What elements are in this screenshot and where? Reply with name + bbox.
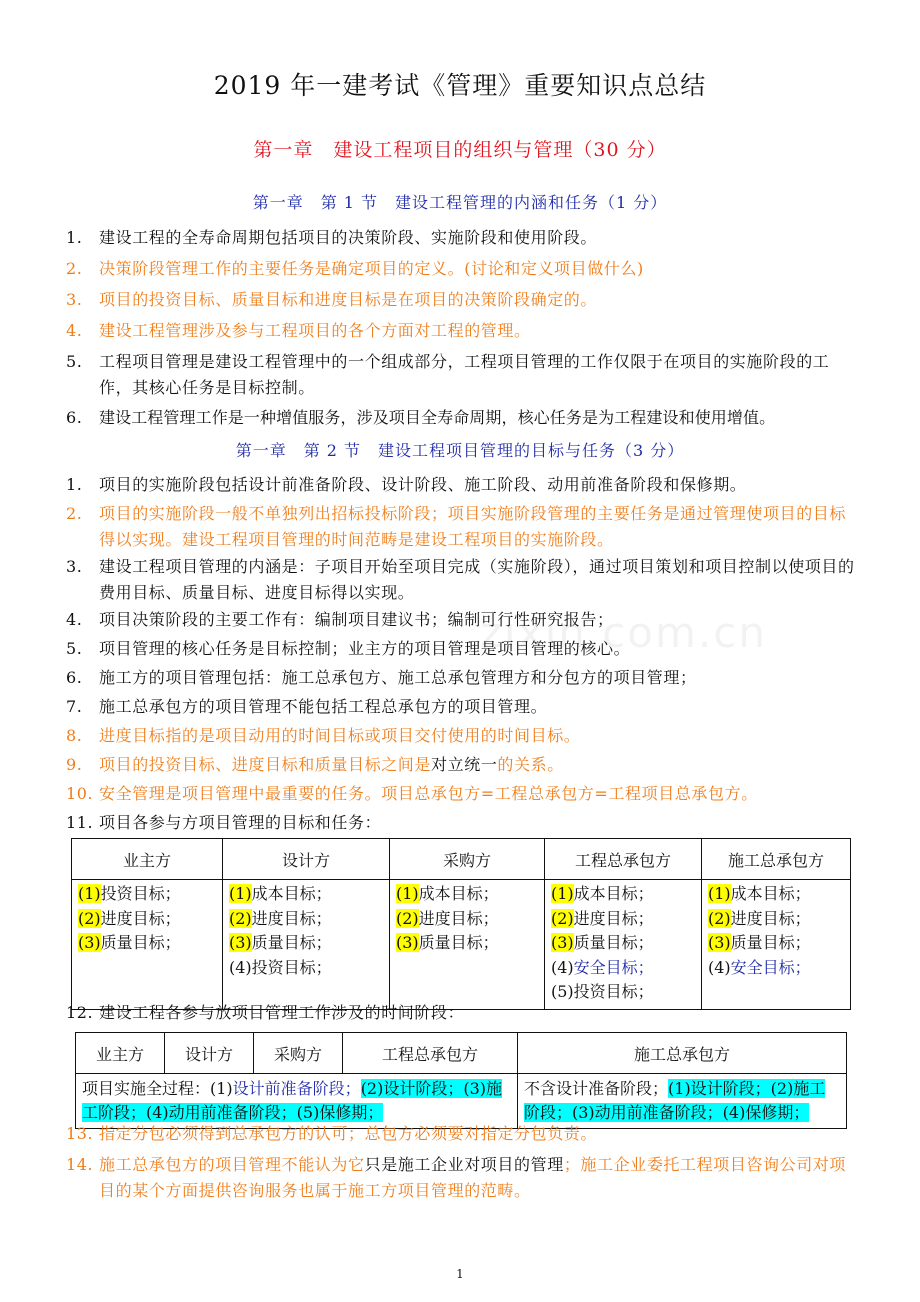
item-text: 建设工程项目管理的内涵是：子项目开始至项目完成（实施阶段），通过项目策划和项目控制以使项目的费用目标、质量目标、进度目标得以实现。 [99, 557, 855, 602]
item-text: 建设工程的全寿命周期包括项目的决策阶段、实施阶段和使用阶段。 [99, 228, 598, 247]
list-item [66, 636, 856, 662]
highlight-marker: (2) [708, 908, 731, 928]
list-item [66, 694, 856, 720]
item-number: 4. [66, 610, 83, 629]
document-title: 2019 年一建考试《管理》重要知识点总结 [213, 71, 707, 100]
highlight-marker: (1) [396, 884, 419, 903]
item-text: 决策阶段管理工作的主要任务是确定项目的定义。(讨论和定义项目做什么) [99, 259, 644, 278]
item-number: 10. [66, 784, 94, 803]
cell-text: 进度目标； [100, 908, 181, 928]
highlight-marker: (3) [551, 933, 574, 952]
column-header: 施工总承包方 [702, 839, 851, 880]
item-number: 8. [66, 726, 83, 745]
highlight-marker: (3) [396, 933, 419, 952]
item-number: 2. [66, 259, 83, 278]
highlight-text: (3)施工阶段；(4)动用前准备阶段；(5)保修期； [82, 1079, 503, 1122]
list-item [66, 665, 856, 691]
item-text: 安全管理是项目管理中最重要的任务。项目总承包方=工程总承包方=工程项目总承包方。 [99, 784, 758, 803]
item-number: 7. [66, 697, 83, 716]
cell-text: 成本目标； [418, 884, 499, 903]
item-text: 指定分包必须得到总承包方的认可；总包方必须要对指定分包负责。 [99, 1124, 598, 1143]
chapter-heading: 第一章 建设工程项目的组织与管理（30 分） [253, 139, 667, 161]
list-item [66, 752, 856, 778]
table-row [72, 880, 851, 1010]
column-header: 采购方 [390, 839, 545, 880]
item-text-part: 施工总承包方的项目管理不能认为它 [99, 1155, 365, 1174]
highlight-marker: (1) [78, 884, 101, 903]
owner-objectives-cell [72, 880, 223, 1010]
item-text-part: 只是施工企业对项目的管理 [364, 1155, 564, 1174]
highlight-marker: (2) [396, 908, 419, 928]
item-number: 12. [66, 1003, 94, 1022]
item-number: 2. [66, 504, 83, 523]
item-number: 6. [66, 408, 83, 427]
list-item [66, 225, 856, 251]
cell-text: 质量目标； [573, 933, 654, 952]
item-text-part: 对立统一 [431, 755, 498, 774]
cell-text: 质量目标； [418, 933, 499, 952]
item-number: 3. [66, 290, 83, 309]
objectives-table [71, 838, 851, 1010]
item-number: 11. [66, 813, 94, 832]
item-text: 项目管理的核心任务是目标控制；业主方的项目管理是项目管理的核心。 [99, 639, 631, 658]
list-item [66, 723, 856, 749]
section-2-heading: 第一章 第 2 节 建设工程项目管理的目标与任务（3 分） [235, 441, 685, 460]
item-number: 6. [66, 668, 83, 687]
time-phase-table [75, 1032, 847, 1129]
list-item [66, 256, 856, 282]
item-number: 1. [66, 475, 83, 494]
item-text-part: 项目的投资目标、进度目标和质量目标之间是 [99, 755, 432, 774]
list-item [66, 1121, 856, 1147]
highlight-marker: (2) [551, 908, 574, 928]
epc-objectives-cell [545, 880, 702, 1010]
list-item [66, 349, 856, 401]
item-text: 工程项目管理是建设工程管理中的一个组成部分，工程项目管理的工作仅限于在项目的实施阶段的工作，其核心任务是目标控制。 [99, 352, 830, 397]
item-text: 项目的实施阶段包括设计前准备阶段、设计阶段、施工阶段、动用前准备阶段和保修期。 [99, 475, 747, 494]
column-header: 业主方 [76, 1033, 165, 1074]
list-item [66, 501, 856, 553]
item-text: 施工方的项目管理包括：施工总承包方、施工总承包管理方和分包方的项目管理； [99, 668, 697, 687]
list-item [66, 810, 856, 836]
cell-text: 进度目标； [730, 908, 811, 928]
highlight-marker: (3) [708, 933, 731, 952]
cell-text: (4) [708, 957, 731, 977]
table-header-row [72, 839, 851, 880]
cell-text: (4) [551, 957, 574, 977]
column-header: 工程总承包方 [545, 839, 702, 880]
item-number: 14. [66, 1155, 94, 1174]
column-header: 工程总承包方 [343, 1033, 518, 1074]
purchase-objectives-cell [390, 880, 545, 1010]
highlight-marker: (3) [78, 933, 101, 952]
cell-text: 不含设计准备阶段； [524, 1079, 669, 1098]
page-number: 1 [456, 1267, 464, 1281]
item-text: 进度目标指的是项目动用的时间目标或项目交付使用的时间目标。 [99, 726, 581, 745]
column-header: 设计方 [223, 839, 390, 880]
cell-text: 投资目标； [100, 884, 181, 903]
list-item [66, 554, 856, 606]
cell-text: 项目实施全过程：(1) [82, 1079, 233, 1098]
item-number: 3. [66, 557, 83, 576]
cell-text: (5)投资目标； [551, 982, 654, 1001]
cell-text: 安全目标； [573, 957, 654, 977]
cell-text: 质量目标； [730, 933, 811, 952]
column-header: 业主方 [72, 839, 223, 880]
item-number: 13. [66, 1124, 94, 1143]
item-number: 5. [66, 352, 83, 371]
list-item [66, 607, 856, 633]
item-text [99, 1152, 856, 1204]
item-text-part: ；施工企业委托工程项目咨询公司对项目的某个方面提供咨询服务也属于施工方项目管理的范畴。 [99, 1155, 847, 1200]
column-header: 施工总承包方 [518, 1033, 847, 1074]
cell-text: 成本目标； [251, 884, 332, 903]
list-item [66, 1000, 856, 1026]
cell-text: 成本目标； [573, 884, 654, 903]
cell-text: 进度目标； [418, 908, 499, 928]
highlight-marker: (3) [229, 933, 252, 952]
cell-text: 进度目标； [573, 908, 654, 928]
list-item [66, 405, 856, 431]
item-number: 9. [66, 755, 83, 774]
cell-text: 安全目标； [730, 957, 811, 977]
list-item [66, 1152, 856, 1204]
list-item [66, 472, 856, 498]
cell-text: 进度目标； [251, 908, 332, 928]
highlight-text: (1)设计阶段；(2)施工阶段；(3)动用前准备阶段；(4)保修期； [524, 1079, 826, 1122]
column-header: 设计方 [165, 1033, 254, 1074]
item-text: 施工总承包方的项目管理不能包括工程总承包方的项目管理。 [99, 697, 548, 716]
highlight-text: (2)设计阶段； [360, 1079, 464, 1098]
list-item [66, 287, 856, 313]
gc-objectives-cell [702, 880, 851, 1010]
item-number: 4. [66, 321, 83, 340]
item-text: 项目决策阶段的主要工作有：编制项目建议书；编制可行性研究报告； [99, 610, 614, 629]
highlight-marker: (2) [78, 908, 101, 928]
cell-text: 成本目标； [730, 884, 811, 903]
cell-text: 质量目标； [100, 933, 181, 952]
item-text [99, 752, 856, 778]
column-header: 采购方 [254, 1033, 343, 1074]
item-number: 5. [66, 639, 83, 658]
item-text: 建设工程管理工作是一种增值服务，涉及项目全寿命周期，核心任务是为工程建设和使用增值。 [99, 408, 776, 427]
list-item [66, 781, 856, 807]
cell-text: (4)投资目标； [229, 957, 332, 977]
list-item [66, 318, 856, 344]
design-objectives-cell [223, 880, 390, 1010]
highlight-marker: (1) [229, 884, 252, 903]
cell-text: 设计前准备阶段； [232, 1079, 361, 1098]
item-number: 1. [66, 228, 83, 247]
item-text: 项目的实施阶段一般不单独列出招标投标阶段；项目实施阶段管理的主要任务是通过管理使项目的目标得以实现。建设工程项目管理的时间范畴是建设工程项目的实施阶段。 [99, 504, 847, 549]
item-text-part: 的关系。 [497, 755, 564, 774]
table-header-row [76, 1033, 847, 1074]
watermark-text: zixin.com.cn [480, 608, 767, 657]
item-text: 建设工程管理涉及参与工程项目的各个方面对工程的管理。 [99, 321, 531, 340]
highlight-marker: (1) [551, 884, 574, 903]
highlight-marker: (2) [229, 908, 252, 928]
item-text: 建设工程各参与放项目管理工作涉及的时间阶段： [99, 1003, 465, 1022]
highlight-marker: (1) [708, 884, 731, 903]
item-text: 项目的投资目标、质量目标和进度目标是在项目的决策阶段确定的。 [99, 290, 598, 309]
section-1-heading: 第一章 第 1 节 建设工程管理的内涵和任务（1 分） [252, 193, 668, 212]
cell-text: 质量目标； [251, 933, 332, 952]
item-text: 项目各参与方项目管理的目标和任务： [99, 813, 382, 832]
